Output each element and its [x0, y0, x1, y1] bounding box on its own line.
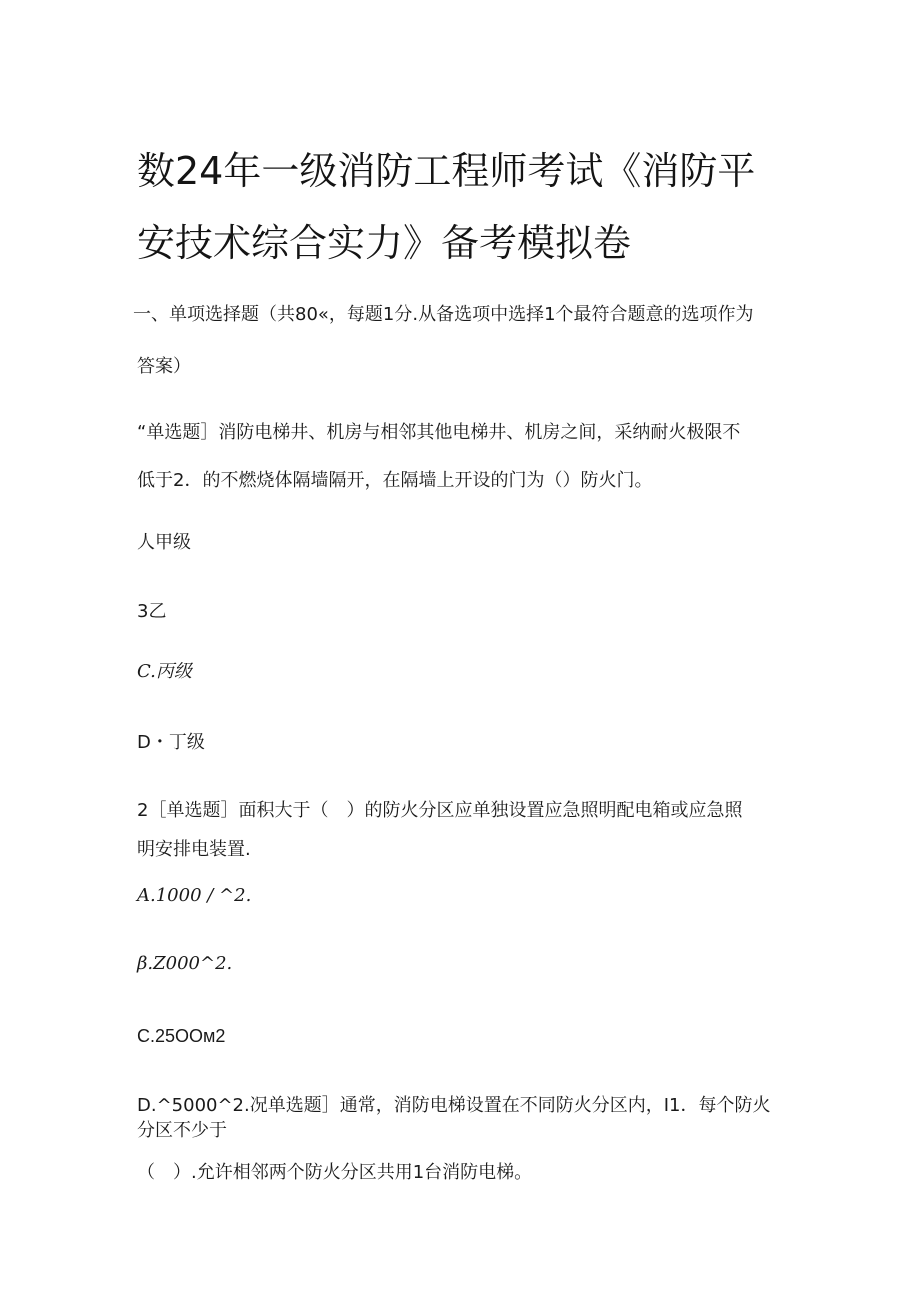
question-3-stem-line-2: 分区不少于 — [137, 1120, 227, 1141]
question-1-option-a: 人甲级 — [137, 532, 191, 553]
question-2-option-c: C.25OOм2 — [137, 1026, 226, 1046]
question-1-stem-line-2: 低于2．的不燃烧体隔墙隔开，在隔墙上开设的门为（）防火门。 — [137, 470, 653, 491]
question-1-option-c: C.丙级 — [137, 661, 192, 682]
question-1-option-d: D・丁级 — [137, 732, 205, 753]
question-2-option-b: β.Z000^2. — [137, 953, 233, 974]
question-2-stem-line-1: 2［单选题］面积大于（ ）的防火分区应单独设置应急照明配电箱或应急照 — [137, 800, 743, 821]
document-title-line-2: 安技术综合实力》备考模拟卷 — [137, 221, 632, 265]
question-3-stem-line-3: （ ）.允许相邻两个防火分区共用1台消防电梯。 — [137, 1162, 533, 1183]
question-3-stem-line-1: D.^5000^2.况单选题］通常，消防电梯设置在不同防火分区内，I1．每个防火 — [137, 1095, 771, 1116]
document-title-line-1: 数24年一级消防工程师考试《消防平 — [137, 149, 756, 193]
question-2-stem-line-2: 明安排电装置. — [137, 839, 251, 860]
question-1-option-b: 3乙 — [137, 601, 167, 622]
question-2-option-a: A.1000 / ^2. — [137, 885, 252, 906]
section-heading-line-2: 答案） — [137, 356, 191, 377]
question-1-stem-line-1: “单选题］消防电梯井、机房与相邻其他电梯井、机房之间，采纳耐火极限不 — [137, 422, 741, 443]
section-heading-line-1: 一、单项选择题（共80«，每题1分.从备选项中选择1个最符合题意的选项作为 — [133, 304, 754, 325]
